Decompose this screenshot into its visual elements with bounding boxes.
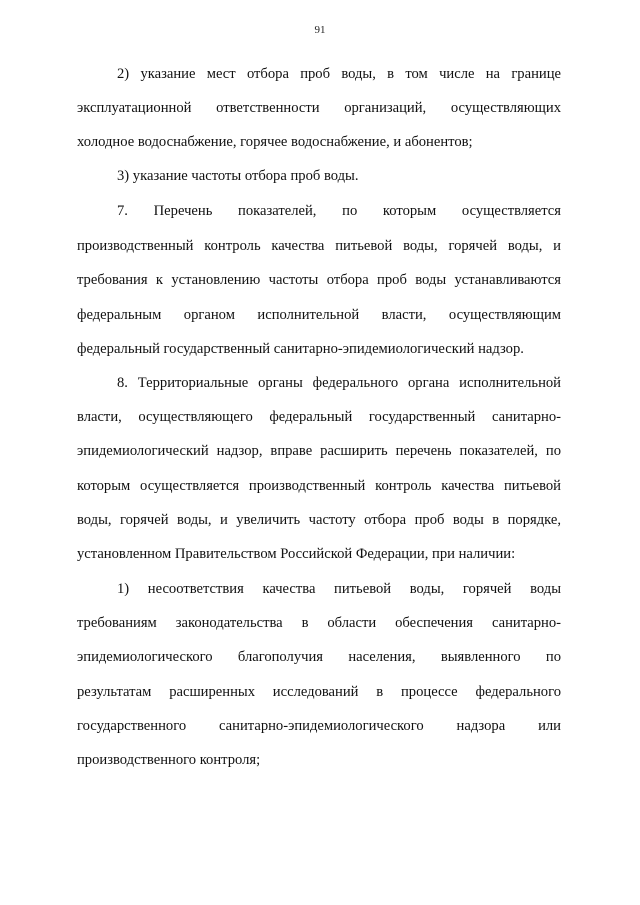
- page-number: 91: [314, 24, 326, 36]
- text-line: государственного санитарно-эпидемиологического надзора или: [77, 718, 561, 734]
- text-line: эпидемиологического благополучия населения, выявленного по: [77, 649, 561, 665]
- text-line: требования к установлению частоты отбора проб воды устанавливаются: [77, 272, 561, 288]
- text-line: эпидемиологический надзор, вправе расширить перечень показателей, по: [77, 443, 561, 459]
- text-line: холодное водоснабжение, горячее водоснабжение, и абонентов;: [77, 134, 473, 150]
- text-line: которым осуществляется производственный контроль качества питьевой: [77, 478, 561, 494]
- text-line: федеральным органом исполнительной власти, осуществляющим: [77, 307, 561, 323]
- text-line: эксплуатационной ответственности организаций, осуществляющих: [77, 100, 561, 116]
- text-line: 1) несоответствия качества питьевой воды, горячей воды: [117, 581, 561, 597]
- text-line: производственный контроль качества питьевой воды, горячей воды, и: [77, 238, 561, 254]
- text-line: воды, горячей воды, и увеличить частоту отбора проб воды в порядке,: [77, 512, 561, 528]
- text-line: требованиям законодательства в области обеспечения санитарно-: [77, 615, 561, 631]
- text-line: федеральный государственный санитарно-эпидемиологический надзор.: [77, 341, 524, 357]
- text-line: результатам расширенных исследований в процессе федерального: [77, 684, 561, 700]
- text-line: 3) указание частоты отбора проб воды.: [117, 168, 359, 184]
- text-line: установленном Правительством Российской Федерации, при наличии:: [77, 546, 516, 562]
- text-line: власти, осуществляющего федеральный государственный санитарно-: [77, 409, 561, 425]
- text-line: 8. Территориальные органы федерального органа исполнительной: [117, 375, 561, 391]
- text-line: 2) указание мест отбора проб воды, в том числе на границе: [117, 66, 561, 82]
- text-line: производственного контроля;: [77, 752, 261, 768]
- text-line: 7. Перечень показателей, по которым осуществляется: [117, 203, 561, 219]
